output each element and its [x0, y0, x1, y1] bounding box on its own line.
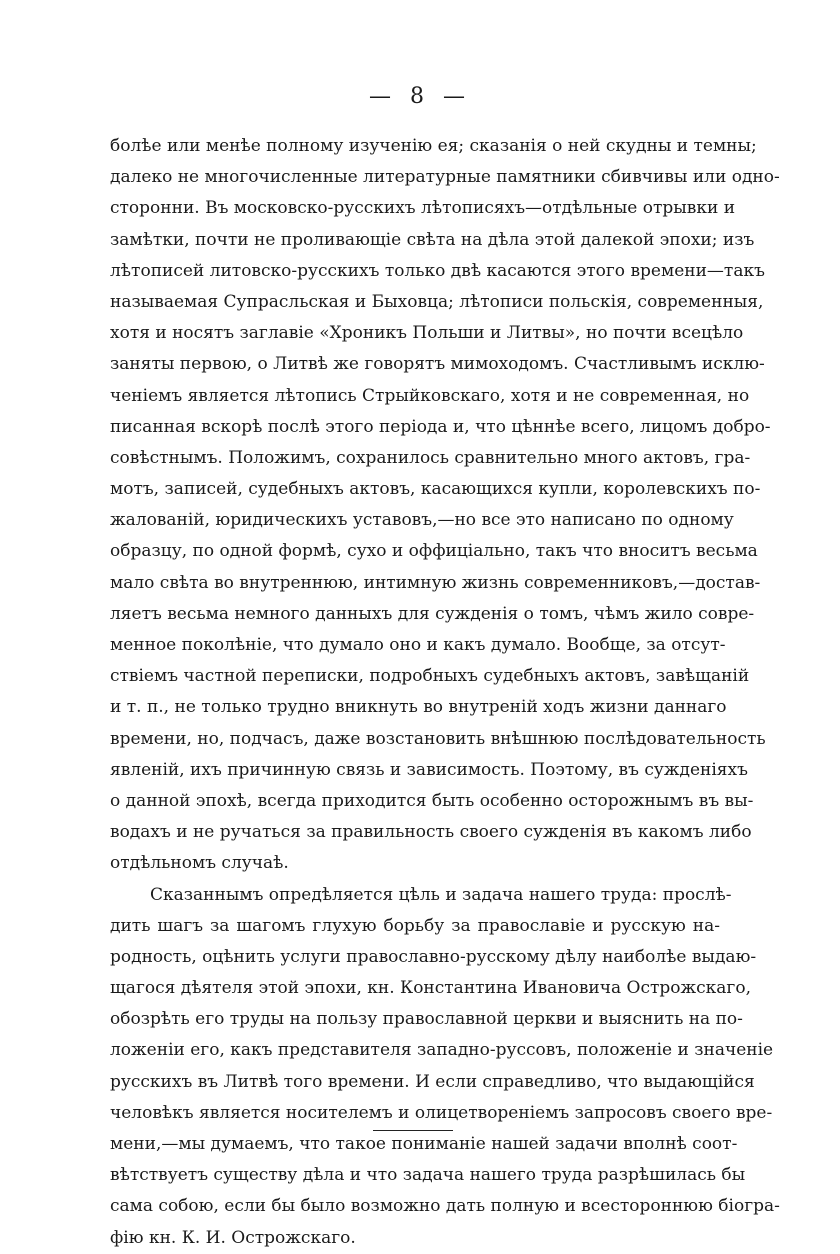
- text-line: фію кн. К. И. Острожскаго.: [110, 1227, 356, 1248]
- text-line: Сказаннымъ опредѣляется цѣль и задача нашего труда: прослѣ-: [150, 884, 732, 905]
- text-line: ченіемъ является лѣтопись Стрыйковскаго, хотя и не современная, но: [110, 385, 750, 406]
- text-line: болѣе или менѣе полному изученію ея; сказанія о ней скудны и темны;: [110, 136, 757, 156]
- text-line: ложеніи его, какъ представителя западно-руссовъ, положеніе и значеніе: [110, 1040, 774, 1061]
- text-line: русскихъ въ Литвѣ того времени. И если справедливо, что выдающійся: [110, 1071, 755, 1092]
- text-line: жалованій, юридическихъ уставовъ,—но все это написано по одному: [110, 510, 734, 531]
- text-line: заняты первою, о Литвѣ же говорятъ мимоходомъ. Счастливымъ исклю-: [110, 354, 765, 375]
- text-line: времени, но, подчасъ, даже возстановить внѣшнюю послѣдовательность: [110, 728, 766, 749]
- page-number: — 8 —: [369, 84, 471, 109]
- text-line: обозрѣть его труды на пользу православной церкви и выяснить на по-: [110, 1009, 743, 1030]
- text-line: сторонни. Въ московско-русскихъ лѣтописяхъ—отдѣльные отрывки и: [110, 198, 736, 219]
- text-line: далеко не многочисленные литературные памятники сбивчивы или одно-: [110, 167, 780, 188]
- text-line: называемая Супрасльская и Быховца; лѣтописи польскія, современныя,: [110, 291, 764, 312]
- text-line: совѣстнымъ. Положимъ, сохранилось сравнительно много актовъ, гра-: [110, 447, 751, 468]
- body-text: [110, 131, 780, 1254]
- text-line: явленій, ихъ причинную связь и зависимость. Поэтому, въ сужденіяхъ: [110, 759, 748, 780]
- text-line: мало свѣта во внутреннюю, интимную жизнь современниковъ,—достав-: [110, 572, 761, 593]
- text-line: менное поколѣніе, что думало оно и какъ думало. Вообще, за отсут-: [110, 635, 726, 655]
- text-line: и т. п., не только трудно вникнуть во внутреній ходъ жизни даннаго: [110, 697, 727, 718]
- paragraph: [110, 880, 780, 1254]
- paragraph: [110, 131, 780, 880]
- text-line: ствіемъ частной переписки, подробныхъ судебныхъ актовъ, завѣщаній: [110, 666, 750, 687]
- text-line: образцу, по одной формѣ, сухо и оффиціально, такъ что вноситъ весьма: [110, 541, 758, 562]
- text-line: человѣкъ является носителемъ и олицетвореніемъ запросовъ своего вре-: [110, 1102, 773, 1123]
- text-line: дить шагъ за шагомъ глухую борьбу за православіе и русскую на-: [110, 915, 720, 936]
- text-line: вѣтствуетъ существу дѣла и что задача нашего труда разрѣшилась бы: [110, 1165, 746, 1186]
- closing-rule: [373, 1130, 453, 1131]
- text-line: мотъ, записей, судебныхъ актовъ, касающихся купли, королевскихъ по-: [110, 479, 761, 500]
- text-line: лѣтописей литовско-русскихъ только двѣ касаются этого времени—такъ: [110, 260, 765, 281]
- text-line: водахъ и не ручаться за правильность своего сужденія въ какомъ либо: [110, 822, 752, 843]
- text-line: сама собою, если бы было возможно дать полную и всестороннюю біогра-: [110, 1196, 780, 1217]
- text-line: ляетъ весьма немного данныхъ для сужденія о томъ, чѣмъ жило совре-: [110, 603, 755, 624]
- text-line: мени,—мы думаемъ, что такое пониманіе нашей задачи вполнѣ соот-: [110, 1134, 738, 1154]
- text-line: отдѣльномъ случаѣ.: [110, 853, 289, 874]
- text-line: о данной эпохѣ, всегда приходится быть особенно осторожнымъ въ вы-: [110, 790, 754, 811]
- text-line: писанная вскорѣ послѣ этого періода и, что цѣннѣе всего, лицомъ добро-: [110, 416, 771, 437]
- text-line: замѣтки, почти не проливающіе свѣта на дѣла этой далекой эпохи; изъ: [110, 229, 755, 250]
- text-line: щагося дѣятеля этой эпохи, кн. Константина Ивановича Острожскаго,: [110, 978, 751, 999]
- text-line: родность, оцѣнить услуги православно-русскому дѣлу наиболѣе выдаю-: [110, 946, 757, 967]
- text-line: хотя и носятъ заглавіе «Хроникъ Польши и Литвы», но почти всецѣло: [110, 323, 744, 344]
